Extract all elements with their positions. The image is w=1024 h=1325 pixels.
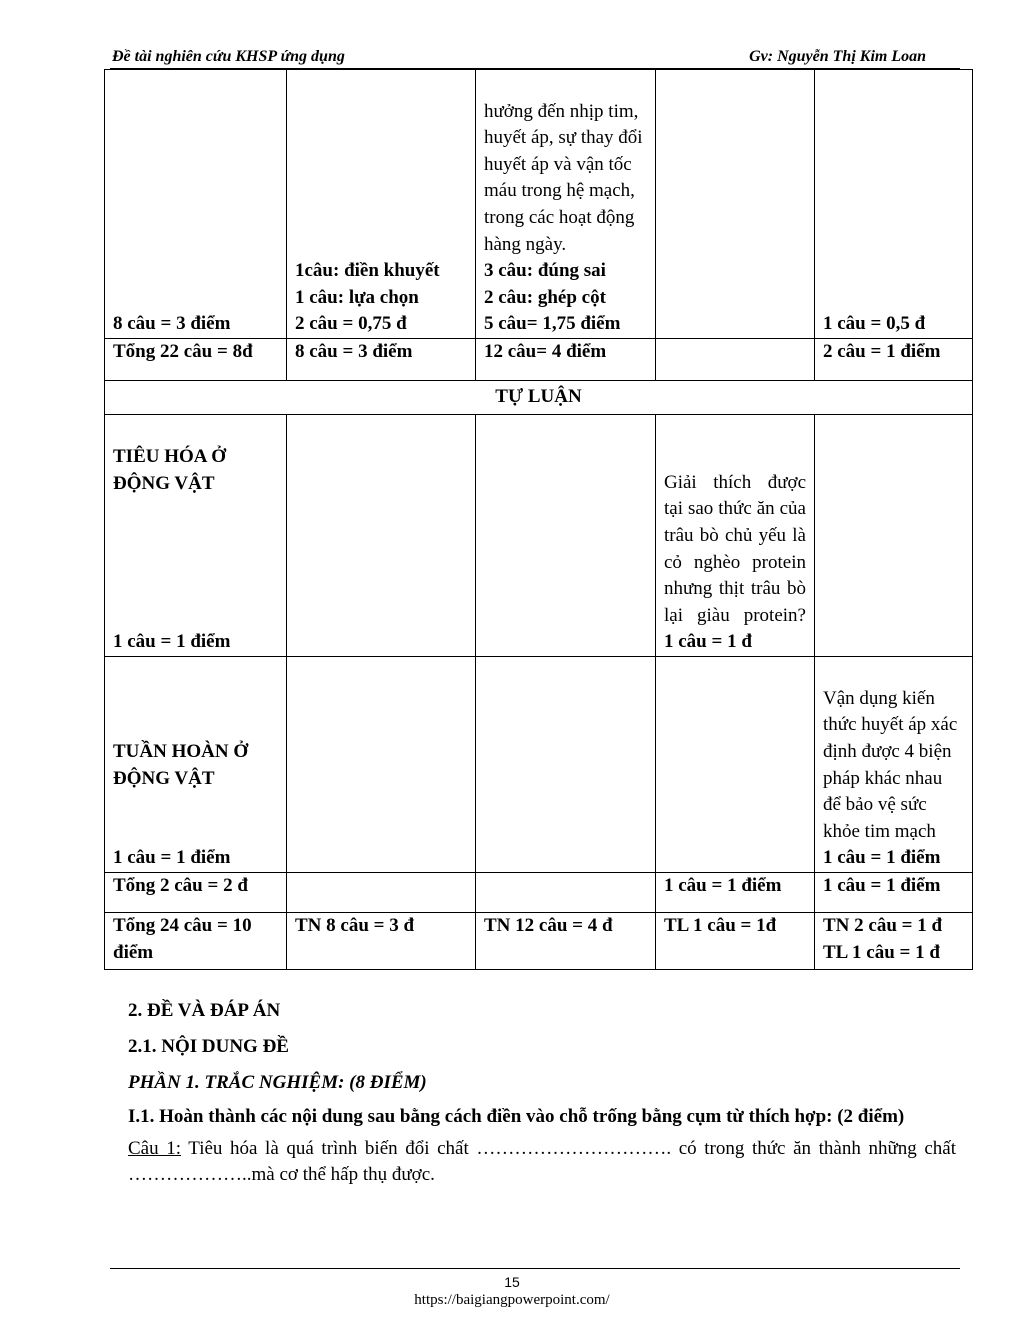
cell-empty bbox=[476, 873, 656, 913]
cell-empty bbox=[476, 657, 656, 873]
cell-total: Tổng 2 câu = 2 đ bbox=[105, 873, 287, 913]
cell-high-application: Giải thích được tại sao thức ăn của trâu bò chủ yếu là cỏ nghèo protein nhưng thịt trâu bò lại giàu protein? 1 câu = 1 đ bbox=[656, 415, 815, 657]
section-title: TỰ LUẬN bbox=[105, 381, 973, 415]
cell-grand-total: TL 1 câu = 1đ bbox=[656, 913, 815, 970]
table-row bbox=[105, 657, 973, 873]
cell-application: 1 câu = 0,5 đ bbox=[815, 70, 973, 339]
assessment-matrix-table bbox=[104, 69, 973, 970]
exam-content bbox=[128, 998, 956, 1188]
topic-circulation: TUẦN HOÀN Ở ĐỘNG VẬT 1 câu = 1 điểm bbox=[105, 657, 287, 873]
instruction-text: I.1. Hoàn thành các nội dung sau bằng cách điền vào chỗ trống bằng cụm từ thích hợp: (2 điểm) bbox=[128, 1106, 905, 1127]
cell-empty bbox=[287, 657, 476, 873]
cell-empty bbox=[476, 415, 656, 657]
cell-total: 12 câu= 4 điểm bbox=[476, 339, 656, 381]
topic-digestion: TIÊU HÓA Ở ĐỘNG VẬT 1 câu = 1 điểm bbox=[105, 415, 287, 657]
cell-application: Vận dụng kiến thức huyết áp xác định được 4 biện pháp khác nhau để bảo vệ sức khỏe tim mạch 1 câu = 1 điểm bbox=[815, 657, 973, 873]
table-row bbox=[105, 381, 973, 415]
cell-grand-total: TN 8 câu = 3 đ bbox=[287, 913, 476, 970]
cell-empty bbox=[287, 415, 476, 657]
cell-empty bbox=[815, 415, 973, 657]
table-row bbox=[105, 913, 973, 970]
table-row bbox=[105, 70, 973, 339]
cell-grand-total: Tổng 24 câu = 10 điểm bbox=[105, 913, 287, 970]
cell-count: 8 câu = 3 điểm bbox=[105, 70, 287, 339]
cell-empty bbox=[656, 339, 815, 381]
table-row bbox=[105, 415, 973, 657]
question-1 bbox=[128, 1136, 956, 1188]
cell-total: Tổng 22 câu = 8đ bbox=[105, 339, 287, 381]
page-header bbox=[110, 46, 960, 69]
cell-grand-total: TN 12 câu = 4 đ bbox=[476, 913, 656, 970]
table-row bbox=[105, 339, 973, 381]
cell-total: 1 câu = 1 điểm bbox=[656, 873, 815, 913]
cell-total: 8 câu = 3 điểm bbox=[287, 339, 476, 381]
part-heading: PHẦN 1. TRẮC NGHIỆM: (8 ĐIỂM) bbox=[128, 1072, 427, 1093]
question-label: Câu 1: bbox=[128, 1138, 181, 1159]
cell-total: 1 câu = 1 điểm bbox=[815, 873, 973, 913]
question-text: Tiêu hóa là quá trình biến đổi chất …………………………. có trong thức ăn thành những chất ………………..mà cơ thể hấp thụ được. bbox=[128, 1138, 956, 1185]
footer-rule bbox=[110, 1268, 960, 1269]
header-title: Đề tài nghiên cứu KHSP ứng dụng bbox=[112, 48, 345, 65]
cell-total: 2 câu = 1 điểm bbox=[815, 339, 973, 381]
cell-empty bbox=[287, 873, 476, 913]
table-row bbox=[105, 873, 973, 913]
cell-empty bbox=[656, 70, 815, 339]
footer-url: https://baigiangpowerpoint.com/ bbox=[414, 1292, 610, 1308]
cell-levels: 1câu: điền khuyết 1 câu: lựa chọn 2 câu = 0,75 đ bbox=[287, 70, 476, 339]
subsection-heading: 2.1. NỘI DUNG ĐỀ bbox=[128, 1036, 289, 1057]
cell-grand-total: TN 2 câu = 1 đ TL 1 câu = 1 đ bbox=[815, 913, 973, 970]
page-number: 15 bbox=[504, 1274, 520, 1290]
cell-empty bbox=[656, 657, 815, 873]
section-heading: 2. ĐỀ VÀ ĐÁP ÁN bbox=[128, 1000, 281, 1021]
header-author: Gv: Nguyễn Thị Kim Loan bbox=[749, 48, 926, 65]
cell-understanding: hưởng đến nhịp tim, huyết áp, sự thay đổi huyết áp và vận tốc máu trong hệ mạch, trong các hoạt động hàng ngày. 3 câu: đúng sai 2 câu: ghép cột 5 câu= 1,75 điểm bbox=[476, 70, 656, 339]
